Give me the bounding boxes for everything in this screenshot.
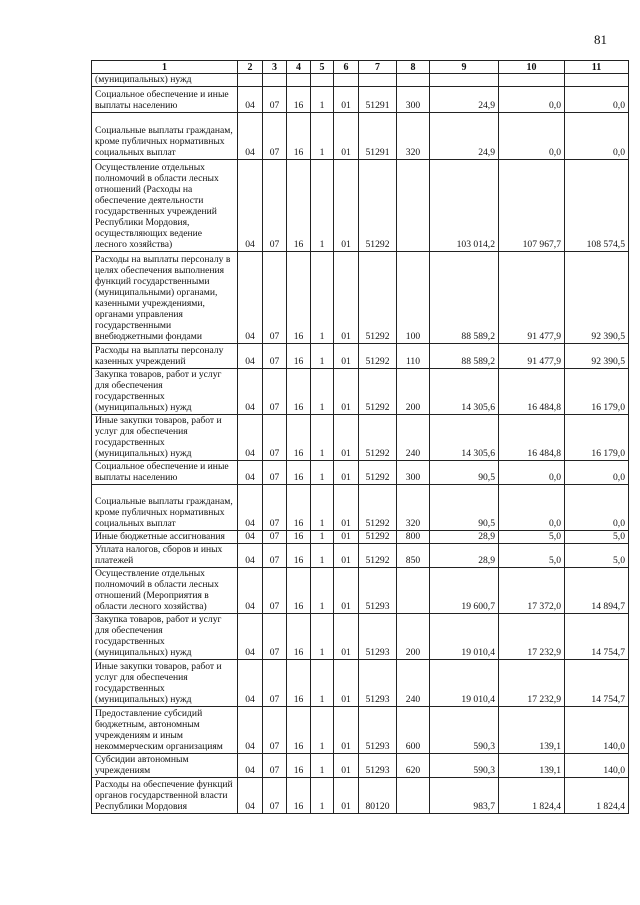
subsection-code-cell: 07 — [263, 485, 287, 531]
table-row — [92, 568, 629, 614]
subsection-code-cell: 07 — [263, 614, 287, 660]
section-code-cell: 04 — [238, 344, 263, 369]
subsection-code-cell: 07 — [263, 113, 287, 160]
page-number: 81 — [594, 32, 607, 47]
subprogram-code-cell: 1 — [311, 113, 334, 160]
subprogram-code-cell: 1 — [311, 344, 334, 369]
budget-table — [91, 60, 629, 814]
event-code-cell: 01 — [334, 614, 359, 660]
section-code-cell — [238, 74, 263, 87]
table-row — [92, 754, 629, 778]
subsection-code-cell: 07 — [263, 707, 287, 754]
subprogram-code-cell: 1 — [311, 160, 334, 252]
program-code-cell: 16 — [287, 614, 311, 660]
subprogram-code-cell: 1 — [311, 531, 334, 544]
section-code-cell: 04 — [238, 568, 263, 614]
table-row — [92, 369, 629, 415]
section-code-cell: 04 — [238, 754, 263, 778]
subprogram-code-cell: 1 — [311, 614, 334, 660]
subprogram-code-cell: 1 — [311, 461, 334, 485]
subprogram-code-cell — [311, 74, 334, 87]
table-row — [92, 74, 629, 87]
column-header: 3 — [263, 61, 287, 74]
event-code-cell: 01 — [334, 485, 359, 531]
amount-cell: 139,1 — [499, 707, 565, 754]
section-code-cell: 04 — [238, 707, 263, 754]
subprogram-code-cell: 1 — [311, 87, 334, 113]
column-header: 7 — [359, 61, 397, 74]
table-row — [92, 531, 629, 544]
amount-cell: 0,0 — [499, 113, 565, 160]
direction-code-cell: 51293 — [359, 707, 397, 754]
table-row — [92, 415, 629, 461]
subsection-code-cell: 07 — [263, 369, 287, 415]
amount-cell: 139,1 — [499, 754, 565, 778]
table-row — [92, 344, 629, 369]
expense-type-cell: 110 — [397, 344, 430, 369]
direction-code-cell — [359, 74, 397, 87]
amount-cell: 103 014,2 — [430, 160, 499, 252]
event-code-cell: 01 — [334, 344, 359, 369]
amount-cell — [499, 74, 565, 87]
amount-cell: 14 754,7 — [565, 614, 629, 660]
amount-cell: 17 372,0 — [499, 568, 565, 614]
subsection-code-cell: 07 — [263, 344, 287, 369]
column-header: 11 — [565, 61, 629, 74]
direction-code-cell: 80120 — [359, 778, 397, 814]
column-header: 10 — [499, 61, 565, 74]
amount-cell: 24,9 — [430, 113, 499, 160]
event-code-cell: 01 — [334, 568, 359, 614]
section-code-cell: 04 — [238, 614, 263, 660]
expense-type-cell: 240 — [397, 415, 430, 461]
subprogram-code-cell: 1 — [311, 778, 334, 814]
expense-type-cell: 100 — [397, 252, 430, 344]
event-code-cell: 01 — [334, 707, 359, 754]
subprogram-code-cell: 1 — [311, 754, 334, 778]
program-code-cell: 16 — [287, 113, 311, 160]
table-row — [92, 544, 629, 568]
row-name-cell: Расходы на выплаты персоналу казенных учреждений — [92, 344, 238, 369]
row-name-cell: Осуществление отдельных полномочий в области лесных отношений (Мероприятия в области лесного хозяйства) — [92, 568, 238, 614]
subsection-code-cell: 07 — [263, 544, 287, 568]
subprogram-code-cell: 1 — [311, 544, 334, 568]
column-header: 8 — [397, 61, 430, 74]
event-code-cell: 01 — [334, 113, 359, 160]
program-code-cell: 16 — [287, 531, 311, 544]
subsection-code-cell: 07 — [263, 531, 287, 544]
direction-code-cell: 51293 — [359, 754, 397, 778]
program-code-cell: 16 — [287, 544, 311, 568]
program-code-cell: 16 — [287, 778, 311, 814]
direction-code-cell: 51292 — [359, 415, 397, 461]
section-code-cell: 04 — [238, 113, 263, 160]
amount-cell: 1 824,4 — [565, 778, 629, 814]
row-name-cell: Иные закупки товаров, работ и услуг для обеспечения государственных (муниципальных) нужд — [92, 415, 238, 461]
subprogram-code-cell: 1 — [311, 707, 334, 754]
row-name-cell: Иные бюджетные ассигнования — [92, 531, 238, 544]
table-row — [92, 485, 629, 531]
amount-cell: 0,0 — [499, 461, 565, 485]
program-code-cell: 16 — [287, 461, 311, 485]
section-code-cell: 04 — [238, 485, 263, 531]
program-code-cell: 16 — [287, 485, 311, 531]
amount-cell: 14 305,6 — [430, 369, 499, 415]
program-code-cell: 16 — [287, 87, 311, 113]
section-code-cell: 04 — [238, 660, 263, 707]
program-code-cell: 16 — [287, 754, 311, 778]
table-row — [92, 778, 629, 814]
program-code-cell: 16 — [287, 707, 311, 754]
amount-cell: 0,0 — [565, 87, 629, 113]
amount-cell: 92 390,5 — [565, 344, 629, 369]
program-code-cell: 16 — [287, 160, 311, 252]
amount-cell: 0,0 — [499, 87, 565, 113]
expense-type-cell: 600 — [397, 707, 430, 754]
row-name-cell: Закупка товаров, работ и услуг для обеспечения государственных (муниципальных) нужд — [92, 369, 238, 415]
section-code-cell: 04 — [238, 415, 263, 461]
section-code-cell: 04 — [238, 87, 263, 113]
amount-cell: 0,0 — [565, 113, 629, 160]
subsection-code-cell: 07 — [263, 754, 287, 778]
amount-cell: 92 390,5 — [565, 252, 629, 344]
row-name-cell: Социальные выплаты гражданам, кроме публичных нормативных социальных выплат — [92, 113, 238, 160]
expense-type-cell — [397, 778, 430, 814]
table-row — [92, 660, 629, 707]
event-code-cell: 01 — [334, 531, 359, 544]
subprogram-code-cell: 1 — [311, 415, 334, 461]
section-code-cell: 04 — [238, 531, 263, 544]
amount-cell — [430, 74, 499, 87]
subsection-code-cell: 07 — [263, 160, 287, 252]
event-code-cell: 01 — [334, 415, 359, 461]
section-code-cell: 04 — [238, 252, 263, 344]
table-row — [92, 614, 629, 660]
event-code-cell: 01 — [334, 778, 359, 814]
subsection-code-cell: 07 — [263, 252, 287, 344]
event-code-cell: 01 — [334, 252, 359, 344]
amount-cell: 16 484,8 — [499, 415, 565, 461]
row-name-cell: Закупка товаров, работ и услуг для обеспечения государственных (муниципальных) нужд — [92, 614, 238, 660]
row-name-cell: Социальное обеспечение и иные выплаты населению — [92, 87, 238, 113]
amount-cell — [565, 74, 629, 87]
expense-type-cell: 850 — [397, 544, 430, 568]
amount-cell: 90,5 — [430, 461, 499, 485]
amount-cell: 17 232,9 — [499, 614, 565, 660]
expense-type-cell — [397, 160, 430, 252]
row-name-cell: Уплата налогов, сборов и иных платежей — [92, 544, 238, 568]
event-code-cell: 01 — [334, 160, 359, 252]
expense-type-cell: 300 — [397, 461, 430, 485]
subsection-code-cell: 07 — [263, 461, 287, 485]
direction-code-cell: 51292 — [359, 344, 397, 369]
amount-cell: 1 824,4 — [499, 778, 565, 814]
expense-type-cell: 800 — [397, 531, 430, 544]
amount-cell: 5,0 — [499, 544, 565, 568]
row-name-cell: (муниципальных) нужд — [92, 74, 238, 87]
column-header: 5 — [311, 61, 334, 74]
row-name-cell: Субсидии автономным учреждениям — [92, 754, 238, 778]
program-code-cell — [287, 74, 311, 87]
amount-cell: 14 754,7 — [565, 660, 629, 707]
direction-code-cell: 51293 — [359, 660, 397, 707]
table-body — [92, 74, 629, 814]
program-code-cell: 16 — [287, 344, 311, 369]
column-header: 4 — [287, 61, 311, 74]
section-code-cell: 04 — [238, 544, 263, 568]
amount-cell: 590,3 — [430, 754, 499, 778]
expense-type-cell — [397, 568, 430, 614]
amount-cell: 5,0 — [565, 531, 629, 544]
amount-cell: 17 232,9 — [499, 660, 565, 707]
amount-cell: 91 477,9 — [499, 344, 565, 369]
amount-cell: 19 010,4 — [430, 660, 499, 707]
event-code-cell: 01 — [334, 369, 359, 415]
program-code-cell: 16 — [287, 660, 311, 707]
amount-cell: 24,9 — [430, 87, 499, 113]
subprogram-code-cell: 1 — [311, 252, 334, 344]
amount-cell: 28,9 — [430, 544, 499, 568]
row-name-cell: Расходы на выплаты персоналу в целях обеспечения выполнения функций государственными (муниципальными) органами, казенными учреждениями, органами управления государственными внебюджетными фондами — [92, 252, 238, 344]
amount-cell: 140,0 — [565, 754, 629, 778]
event-code-cell — [334, 74, 359, 87]
expense-type-cell: 320 — [397, 485, 430, 531]
expense-type-cell: 200 — [397, 614, 430, 660]
direction-code-cell: 51292 — [359, 485, 397, 531]
amount-cell: 88 589,2 — [430, 252, 499, 344]
subsection-code-cell: 07 — [263, 415, 287, 461]
amount-cell: 19 600,7 — [430, 568, 499, 614]
row-name-cell: Предоставление субсидий бюджетным, автономным учреждениям и иным некоммерческим организациям — [92, 707, 238, 754]
direction-code-cell: 51292 — [359, 369, 397, 415]
section-code-cell: 04 — [238, 461, 263, 485]
amount-cell: 16 179,0 — [565, 415, 629, 461]
column-header: 6 — [334, 61, 359, 74]
program-code-cell: 16 — [287, 415, 311, 461]
event-code-cell: 01 — [334, 660, 359, 707]
subsection-code-cell: 07 — [263, 568, 287, 614]
subsection-code-cell: 07 — [263, 660, 287, 707]
row-name-cell: Социальные выплаты гражданам, кроме публичных нормативных социальных выплат — [92, 485, 238, 531]
amount-cell: 5,0 — [565, 544, 629, 568]
event-code-cell: 01 — [334, 461, 359, 485]
direction-code-cell: 51292 — [359, 461, 397, 485]
subsection-code-cell — [263, 74, 287, 87]
amount-cell: 88 589,2 — [430, 344, 499, 369]
event-code-cell: 01 — [334, 754, 359, 778]
expense-type-cell: 300 — [397, 87, 430, 113]
subprogram-code-cell: 1 — [311, 660, 334, 707]
program-code-cell: 16 — [287, 568, 311, 614]
subprogram-code-cell: 1 — [311, 485, 334, 531]
amount-cell: 91 477,9 — [499, 252, 565, 344]
subprogram-code-cell: 1 — [311, 369, 334, 415]
row-name-cell: Расходы на обеспечение функций органов государственной власти Республики Мордовия — [92, 778, 238, 814]
program-code-cell: 16 — [287, 369, 311, 415]
table-row — [92, 87, 629, 113]
amount-cell: 107 967,7 — [499, 160, 565, 252]
amount-cell: 16 179,0 — [565, 369, 629, 415]
direction-code-cell: 51292 — [359, 160, 397, 252]
table-row — [92, 461, 629, 485]
table-row — [92, 707, 629, 754]
row-name-cell: Осуществление отдельных полномочий в области лесных отношений (Расходы на обеспечение деятельности государственных учреждений Республики Мордовия, осуществляющих ведение лесного хозяйства) — [92, 160, 238, 252]
direction-code-cell: 51291 — [359, 87, 397, 113]
subsection-code-cell: 07 — [263, 778, 287, 814]
amount-cell: 0,0 — [565, 461, 629, 485]
expense-type-cell: 200 — [397, 369, 430, 415]
row-name-cell: Иные закупки товаров, работ и услуг для обеспечения государственных (муниципальных) нужд — [92, 660, 238, 707]
table-row — [92, 113, 629, 160]
direction-code-cell: 51291 — [359, 113, 397, 160]
table-row — [92, 160, 629, 252]
header-row — [92, 61, 629, 74]
column-header: 9 — [430, 61, 499, 74]
column-header: 1 — [92, 61, 238, 74]
amount-cell: 16 484,8 — [499, 369, 565, 415]
row-name-cell: Социальное обеспечение и иные выплаты населению — [92, 461, 238, 485]
subsection-code-cell: 07 — [263, 87, 287, 113]
direction-code-cell: 51292 — [359, 544, 397, 568]
amount-cell: 14 305,6 — [430, 415, 499, 461]
direction-code-cell: 51292 — [359, 252, 397, 344]
section-code-cell: 04 — [238, 778, 263, 814]
amount-cell: 19 010,4 — [430, 614, 499, 660]
section-code-cell: 04 — [238, 160, 263, 252]
amount-cell: 0,0 — [499, 485, 565, 531]
table-row — [92, 252, 629, 344]
amount-cell: 14 894,7 — [565, 568, 629, 614]
expense-type-cell: 620 — [397, 754, 430, 778]
amount-cell: 140,0 — [565, 707, 629, 754]
expense-type-cell: 240 — [397, 660, 430, 707]
direction-code-cell: 51293 — [359, 568, 397, 614]
section-code-cell: 04 — [238, 369, 263, 415]
subprogram-code-cell: 1 — [311, 568, 334, 614]
amount-cell: 28,9 — [430, 531, 499, 544]
program-code-cell: 16 — [287, 252, 311, 344]
amount-cell: 590,3 — [430, 707, 499, 754]
direction-code-cell: 51293 — [359, 614, 397, 660]
column-header: 2 — [238, 61, 263, 74]
direction-code-cell: 51292 — [359, 531, 397, 544]
event-code-cell: 01 — [334, 544, 359, 568]
amount-cell: 90,5 — [430, 485, 499, 531]
amount-cell: 5,0 — [499, 531, 565, 544]
amount-cell: 108 574,5 — [565, 160, 629, 252]
expense-type-cell — [397, 74, 430, 87]
expense-type-cell: 320 — [397, 113, 430, 160]
event-code-cell: 01 — [334, 87, 359, 113]
amount-cell: 0,0 — [565, 485, 629, 531]
amount-cell: 983,7 — [430, 778, 499, 814]
